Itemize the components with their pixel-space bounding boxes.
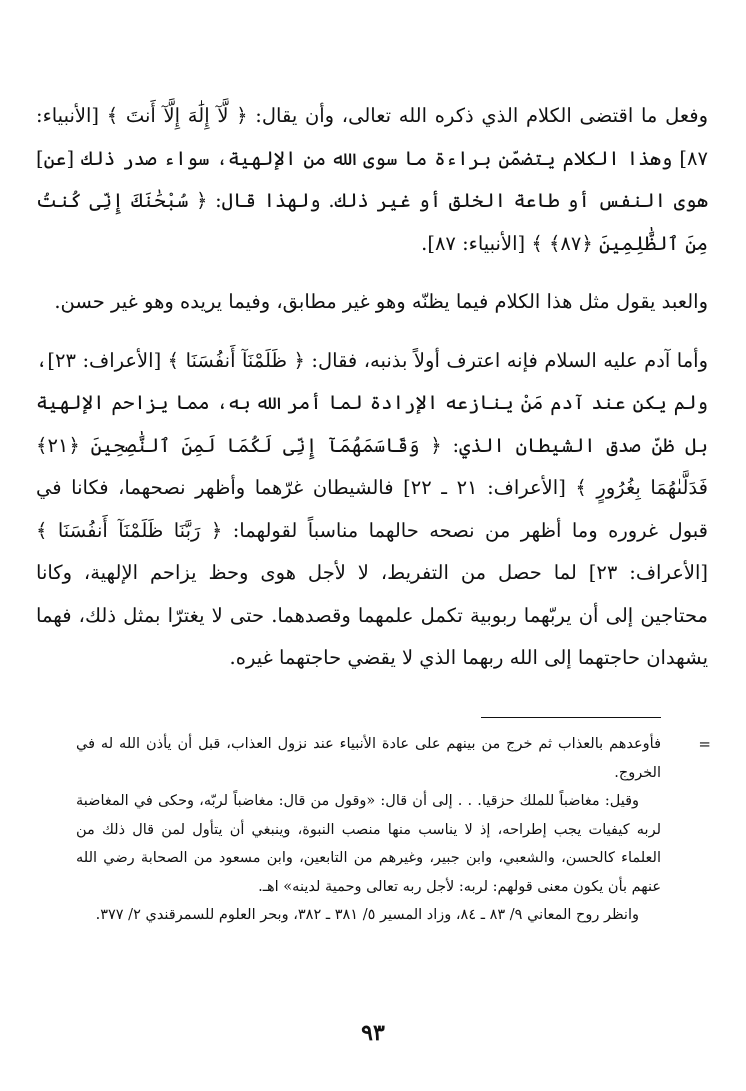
footnote-paragraph-1: فأوعدهم بالعذاب ثم خرج من بينهم على عادة الأنبياء عند نزول العذاب، قبل أن يأذن الله له في الخروج. [76, 736, 661, 781]
footnote-paragraph-2: وقيل: مغاضباً للملك حزقيا. . . إلى أن قال: «وقول من قال: مغاضباً لربّه، وحكى في المغاضبة لربه كيفيات يجب إطراحه، إذ لا يناسب منها منصب النبوة، وينبغي أن يتأول لمن قال ذلك من العلماء كالحسن، والشعبي، وابن جبير، وغيرهم من التابعين، وابن مسعود من الصحابة رضي الله عنهم بأن يكون معنى قولهم: لربه: لأجل ربه تعالى وحمية لدينه» اهـ. [76, 793, 661, 895]
page-number: ٩٣ [361, 1020, 385, 1046]
footnote-continuation-mark: = [698, 735, 711, 753]
paragraph-1: وفعل ما اقتضى الكلام الذي ذكره الله تعالى، وأن يقال: ﴿ لَّآ إِلَٰهَ إِلَّآ أَنتَ ﴾ [الأنبياء: ٨٧] وهذا الكلام يتضمّن براءة ما سوى الله من الإلهية، سواء صدر ذلك [عن] هوى النفس أو طاعة الخلق أو غير ذلك. ولهذا قال: ﴿ سُبْحَٰنَكَ إِنِّى كُنتُ مِنَ ٱلظَّٰلِمِينَ ﴿٨٧﴾ ﴾ [الأنبياء: ٨٧]. [36, 104, 708, 255]
paragraph-2: والعبد يقول مثل هذا الكلام فيما يظنّه وهو غير مطابق، وفيما يريده وهو غير حسن. [54, 290, 708, 313]
footnote-paragraph-3: وانظر روح المعاني ٩/ ٨٣ ـ ٨٤، وزاد المسير ٥/ ٣٨١ ـ ٣٨٢، وبحر العلوم للسمرقندي ٢/ ٣٧٧. [95, 907, 639, 923]
footnote-divider [481, 717, 661, 718]
main-text [36, 95, 708, 696]
paragraph-3: وأما آدم عليه السلام فإنه اعترف أولاً بذنبه، فقال: ﴿ ظَلَمْنَآ أَنفُسَنَا ﴾ [الأعراف: ٢٣]، ولم يكن عند آدم مَنْ ينازعه الإرادة لما أمر الله به، مما يزاحم الإلهية بل ظنّ صدق الشيطان الذي: ﴿ وَقَاسَمَهُمَآ إِنِّى لَكُمَا لَمِنَ ٱلنَّٰصِحِينَ ﴿٢١﴾ فَدَلَّىٰهُمَا بِغُرُورٍ ﴾ [الأعراف: ٢١ ـ ٢٢] فالشيطان غرّهما وأظهر نصحهما، فكانا في قبول غروره وما أظهر من نصحه حالهما مناسباً لقولهما: ﴿ رَبَّنَا ظَلَمْنَآ أَنفُسَنَا ﴾ [الأعراف: ٢٣] لما حصل من التفريط، لا لأجل هوى وحظ يزاحم الإلهية، وكانا محتاجين إلى أن يربّهما ربوبية تكمل علمهما وقصدهما. حتى لا يغترّا بمثل ذلك، فهما يشهدان حاجتهما إلى الله ربهما الذي لا يقضي حاجتهما غيره. [36, 348, 708, 669]
footnotes [76, 730, 661, 930]
